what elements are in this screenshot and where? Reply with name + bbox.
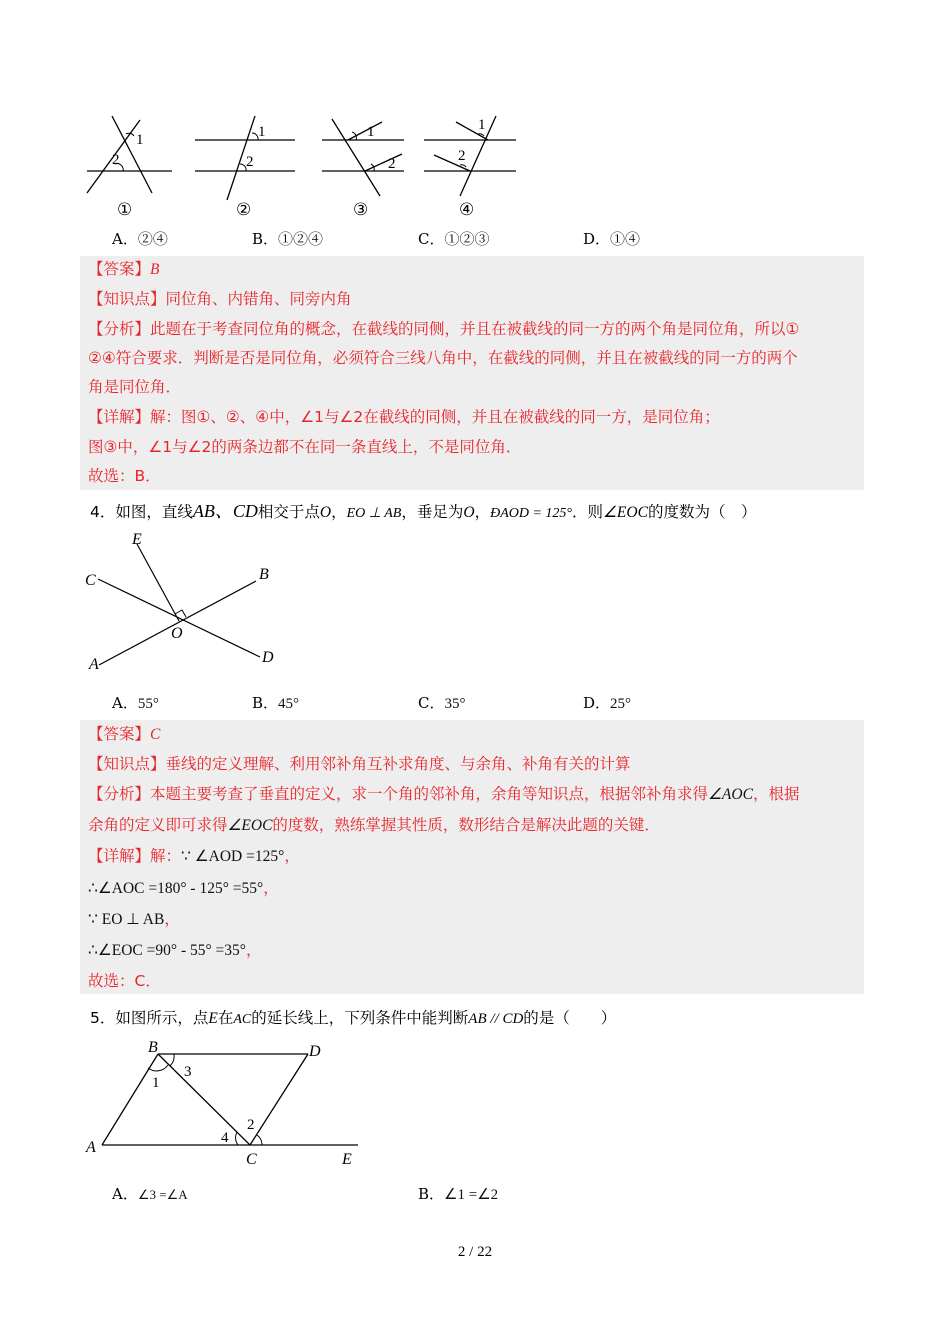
knowledge-line: 【知识点】垂线的定义理解、利用邻补角互补求角度、与余角、补角有关的计算 xyxy=(88,755,631,773)
angle-1-label: 1 xyxy=(367,124,375,140)
q3-option-c: C．①②③ xyxy=(418,230,490,248)
conclusion-line: 故选：B． xyxy=(88,467,161,485)
q3-option-a: A．②④ xyxy=(112,230,168,248)
q3-figure-4 xyxy=(420,112,520,222)
angle-2-label: 2 xyxy=(247,1117,255,1133)
angle-3-label: 3 xyxy=(184,1064,192,1080)
analysis-line-1: 【分析】本题主要考查了垂直的定义，求一个角的邻补角，余角等知识点，根据邻补角求得∠AOC，根据 xyxy=(88,785,800,803)
q3-figure-1 xyxy=(82,112,177,222)
analysis-line-2: 余角的定义即可求得∠EOC的度数，熟练掌握其性质，数形结合是解决此题的关键． xyxy=(88,816,660,834)
q5-option-b: B．∠1 =∠2 xyxy=(418,1185,499,1203)
knowledge-line: 【知识点】同位角、内错角、同旁内角 xyxy=(88,290,352,308)
detail-line-2: 图③中，∠1与∠2的两条边都不在同一条直线上，不是同位角． xyxy=(88,438,522,456)
figure-label: ① xyxy=(117,200,133,219)
q3-option-b: B．①②④ xyxy=(252,230,324,248)
label-e: E xyxy=(132,531,142,548)
label-b: B xyxy=(259,566,269,583)
detail-line-2: ∴∠AOC =180° - 125° =55°， xyxy=(88,879,279,897)
analysis-line-2: ②④符合要求．判断是否是同位角，必须符合三线八角中，在截线的同侧，并且在被截线的同一方的两个 xyxy=(88,349,798,367)
figure-label: ④ xyxy=(459,200,475,219)
q4-option-a: A．55° xyxy=(112,694,159,712)
figure-label: ② xyxy=(236,200,252,219)
angle-1-label: 1 xyxy=(136,132,144,148)
angle-1-label: 1 xyxy=(258,124,266,140)
label-d: D xyxy=(309,1043,321,1060)
analysis-line-3: 角是同位角． xyxy=(88,378,182,396)
label-e: E xyxy=(342,1151,352,1168)
detail-line-1: 【详解】解：∵ ∠AOD =125°， xyxy=(88,847,300,865)
label-c: C xyxy=(246,1151,257,1168)
q3-figure-3 xyxy=(318,112,408,222)
angle-1-label: 1 xyxy=(478,117,486,133)
angle-2-label: 2 xyxy=(246,154,254,170)
angle-1-label: 1 xyxy=(152,1075,160,1091)
answer-line: 【答案】C xyxy=(88,725,161,743)
detail-line-3: ∵ EO ⊥ AB， xyxy=(88,910,180,928)
q4-option-b: B．45° xyxy=(252,694,300,712)
answer-line: 【答案】B xyxy=(88,260,160,278)
label-d: D xyxy=(262,649,274,666)
label-a: A xyxy=(86,1139,96,1156)
q3-solution-box xyxy=(80,256,864,490)
q3-figure-2 xyxy=(190,112,300,222)
q3-option-d: D．①④ xyxy=(583,230,641,248)
detail-line-1: 【详解】解：图①、②、④中，∠1与∠2在截线的同侧，并且在被截线的同一方，是同位角； xyxy=(88,408,720,426)
q4-solution-box xyxy=(80,720,864,994)
label-o: O xyxy=(171,625,183,642)
figure-label: ③ xyxy=(353,200,369,219)
angle-2-label: 2 xyxy=(388,156,396,172)
label-c: C xyxy=(85,572,96,589)
q4-figure xyxy=(82,526,292,676)
q5-stem: 5．如图所示，点E在AC的延长线上，下列条件中能判断AB // CD的是（ ） xyxy=(90,1009,617,1027)
conclusion-line: 故选：C． xyxy=(88,972,161,990)
angle-2-label: 2 xyxy=(458,148,466,164)
q5-figure xyxy=(82,1032,372,1172)
q4-option-c: C．35° xyxy=(418,694,466,712)
q4-option-d: D．25° xyxy=(583,694,632,712)
page-number: 2 / 22 xyxy=(457,1244,493,1260)
q4-stem: 4．如图，直线AB、CD相交于点O，EO ⊥ AB，垂足为O，ÐAOD = 125°．则∠EOC的度数为（ ） xyxy=(90,501,757,521)
angle-4-label: 4 xyxy=(221,1130,229,1146)
label-a: A xyxy=(89,656,99,673)
detail-line-4: ∴∠EOC =90° - 55° =35°， xyxy=(88,941,262,959)
label-b: B xyxy=(148,1039,158,1056)
angle-2-label: 2 xyxy=(112,152,120,168)
analysis-line-1: 【分析】此题在于考查同位角的概念，在截线的同侧，并且在被截线的同一方的两个角是同位角，所以① xyxy=(88,320,800,338)
q5-option-a: A．∠3 =∠A xyxy=(112,1185,188,1203)
